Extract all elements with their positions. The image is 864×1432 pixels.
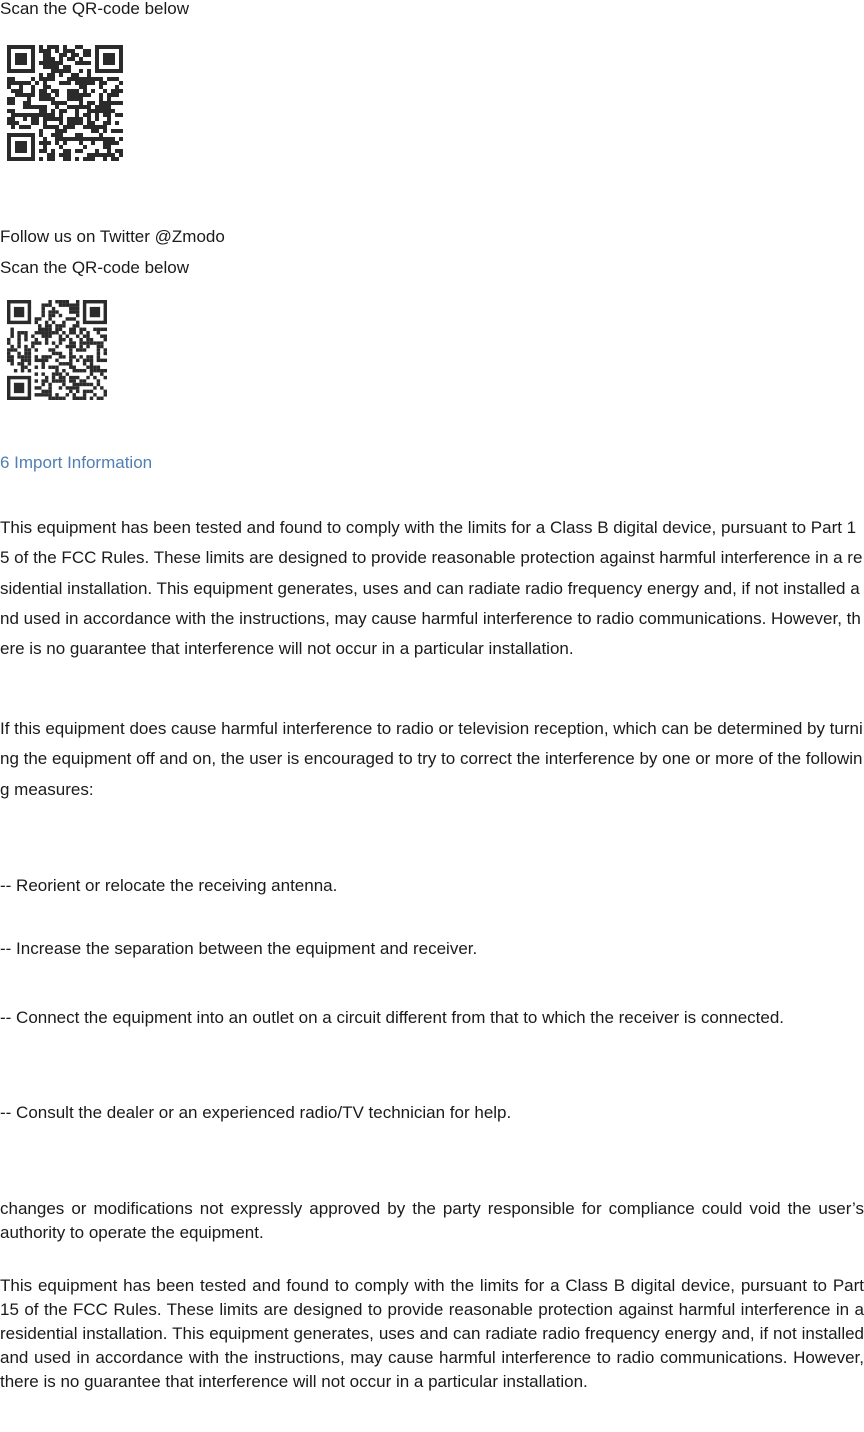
measure-item-1: -- Reorient or relocate the receiving antenna. xyxy=(0,876,338,895)
fcc-paragraph-3: This equipment has been tested and found to comply with the limits for a Class B digital device, pursuant to Part 15 of the FCC Rules. These limits are designed to provide reasonable protection against harmful interference in a residential installation. This equipment generates, uses and can radiate radio frequency energy and, if not installed and used in accordance with the instructions, may cause harmful interference to radio communications. However, there is no guarantee that interference will not occur in a particular installation. xyxy=(0,1276,864,1391)
changes-paragraph: changes or modifications not expressly approved by the party responsible for compliance could void the user’s authority to operate the equipment. xyxy=(0,1199,864,1242)
qr-code-1 xyxy=(7,45,123,161)
measure-item-3: -- Connect the equipment into an outlet on a circuit different from that to which the receiver is connected. xyxy=(0,1008,785,1027)
fcc-paragraph-1: This equipment has been tested and found to comply with the limits for a Class B digital device, pursuant to Part 15 of the FCC Rules. These limits are designed to provide reasonable protection against harmful interference in a residential installation. This equipment generates, uses and can radiate radio frequency energy and, if not installed and used in accordance with the instructions, may cause harmful interference to radio communications. However, there is no guarantee that interference will not occur in a particular installation. xyxy=(0,518,863,659)
twitter-follow-text: Follow us on Twitter @Zmodo xyxy=(0,227,225,246)
scan-instruction-1: Scan the QR-code below xyxy=(0,0,189,18)
qr-code-icon xyxy=(7,45,123,161)
section-heading: 6 Import Information xyxy=(0,453,153,472)
qr-code-icon xyxy=(7,300,107,400)
fcc-paragraph-2: If this equipment does cause harmful interference to radio or television reception, which can be determined by turning the equipment off and on, the user is encouraged to try to correct the interference by one or more of the following measures: xyxy=(0,719,863,799)
measure-item-4: -- Consult the dealer or an experienced radio/TV technician for help. xyxy=(0,1103,512,1122)
qr-code-2 xyxy=(7,300,107,400)
measure-item-2: -- Increase the separation between the equipment and receiver. xyxy=(0,939,478,958)
scan-instruction-2: Scan the QR-code below xyxy=(0,258,189,277)
